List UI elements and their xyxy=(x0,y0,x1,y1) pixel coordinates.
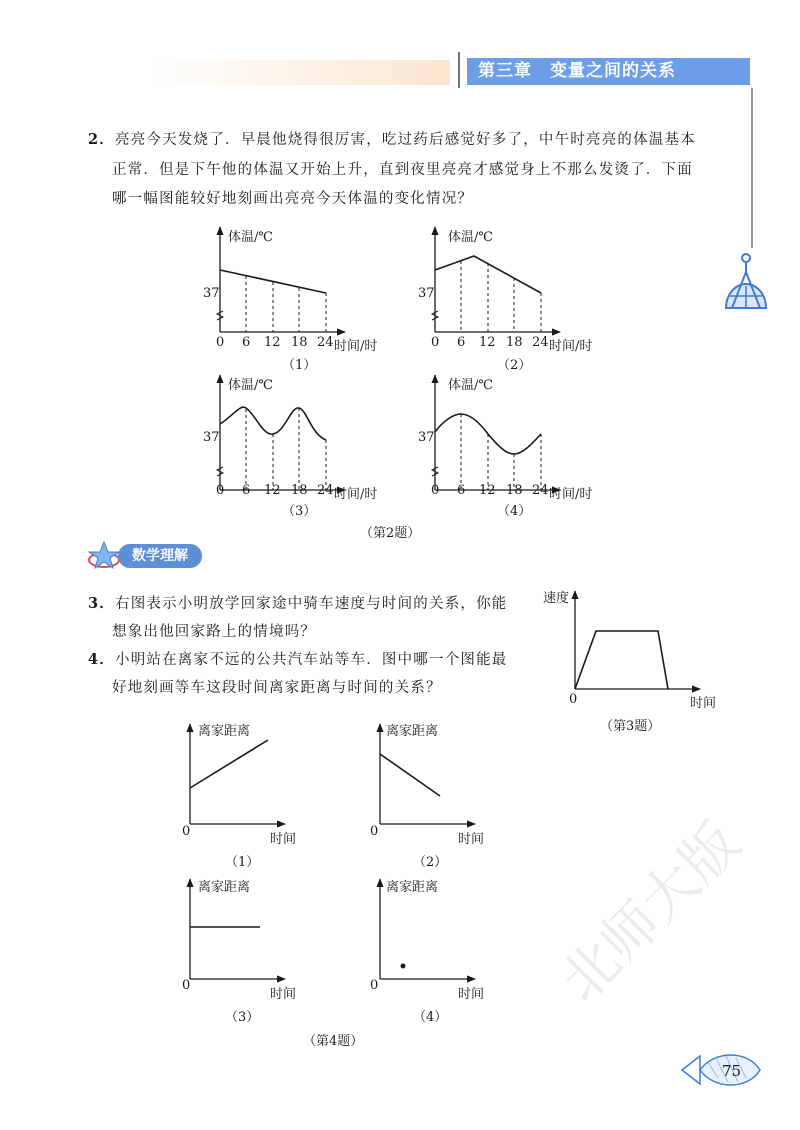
margin-rule xyxy=(751,88,753,248)
y-axis-label-1: 体温/℃ xyxy=(228,230,273,245)
problem-2-line-2: 正常．但是下午他的体温又开始上升，直到夜里亮亮才感觉身上不那么发烫了．下面 xyxy=(112,162,693,178)
distance-graph-2 xyxy=(380,724,475,824)
problem-3-text-1: 右图表示小明放学回家途中骑车速度与时间的关系，你能 xyxy=(115,596,508,612)
x-tick: 24 xyxy=(532,483,549,498)
distance-time-label-2: 时间 xyxy=(458,832,485,847)
problem-3-line-1 xyxy=(88,592,508,613)
distance-graph-label-1: （1） xyxy=(225,855,260,870)
distance-axis-label-4: 离家距离 xyxy=(386,880,439,895)
y-axis-label-4: 体温/℃ xyxy=(448,378,493,393)
problem-3-number: 3． xyxy=(88,595,115,612)
graph-label-3: （3） xyxy=(282,504,317,519)
x-tick: 24 xyxy=(532,335,549,350)
y-axis-label-2: 体温/℃ xyxy=(448,230,493,245)
x-tick: 6 xyxy=(242,483,251,498)
y-tick-37-3: 37 xyxy=(203,430,220,445)
distance-graph-1 xyxy=(190,724,285,824)
x-tick: 24 xyxy=(317,483,334,498)
y-tick-37-2: 37 xyxy=(418,286,435,301)
distance-axis-label-3: 离家距离 xyxy=(198,880,251,895)
x-tick: 18 xyxy=(506,483,523,498)
speed-origin: 0 xyxy=(569,692,578,707)
watermark: 北师大版 xyxy=(548,810,753,1015)
problem-4-line-2: 好地刻画等车这段时间离家距离与时间的关系？ xyxy=(112,680,442,696)
x-axis-label-4: 时间/时 xyxy=(549,487,593,502)
problem-2-line-3: 哪一幅图能较好地刻画出亮亮今天体温的变化情况？ xyxy=(112,191,474,207)
chapter-title: 第三章 变量之间的关系 xyxy=(478,61,676,81)
graph-label-4: （4） xyxy=(497,504,532,519)
page-number: 75 xyxy=(722,1062,742,1080)
problem-3-line-2: 想象出他回家路上的情境吗？ xyxy=(112,624,317,640)
x-tick: 12 xyxy=(479,335,496,350)
problem-2-number: 2． xyxy=(88,131,115,148)
problem-4-number: 4． xyxy=(88,651,115,668)
header-divider xyxy=(458,52,460,88)
x-tick: 0 xyxy=(431,335,440,350)
section-badge: 数学理解 xyxy=(118,544,202,568)
problem-2-text-1: 亮亮今天发烧了．早晨他烧得很厉害，吃过药后感觉好多了，中午时亮亮的体温基本 xyxy=(115,132,696,148)
header-gradient-bar xyxy=(150,60,450,85)
problem-2-caption: （第2题） xyxy=(360,526,421,541)
x-axis-label-1: 时间/时 xyxy=(334,339,378,354)
y-axis-label-3: 体温/℃ xyxy=(228,378,273,393)
x-tick: 12 xyxy=(264,335,281,350)
x-tick: 12 xyxy=(479,483,496,498)
distance-time-label-4: 时间 xyxy=(458,987,485,1002)
x-tick: 18 xyxy=(291,483,308,498)
fish-icon xyxy=(678,1048,764,1092)
distance-origin: 0 xyxy=(370,978,379,993)
compass-icon xyxy=(722,252,770,312)
problem-4-caption: （第4题） xyxy=(303,1034,364,1049)
distance-graph-label-4: （4） xyxy=(413,1010,448,1025)
distance-axis-label-1: 离家距离 xyxy=(198,724,251,739)
x-tick: 6 xyxy=(242,335,251,350)
speed-axis-label: 速度 xyxy=(543,591,570,606)
x-axis-label-3: 时间/时 xyxy=(334,487,378,502)
x-tick: 6 xyxy=(457,483,466,498)
x-tick: 24 xyxy=(317,335,334,350)
graph-label-1: （1） xyxy=(282,358,317,373)
distance-time-label-1: 时间 xyxy=(270,832,297,847)
distance-graph-label-3: （3） xyxy=(225,1010,260,1025)
x-axis-label-2: 时间/时 xyxy=(549,339,593,354)
y-tick-37-1: 37 xyxy=(203,286,220,301)
x-tick: 0 xyxy=(431,483,440,498)
x-tick: 18 xyxy=(506,335,523,350)
distance-axis-label-2: 离家距离 xyxy=(386,724,439,739)
x-tick: 6 xyxy=(457,335,466,350)
distance-graph-label-2: （2） xyxy=(413,855,448,870)
graph-label-2: （2） xyxy=(497,358,532,373)
y-tick-37-4: 37 xyxy=(418,430,435,445)
x-tick: 0 xyxy=(216,483,225,498)
x-tick: 12 xyxy=(264,483,281,498)
problem-2-line-1 xyxy=(88,128,696,149)
distance-time-label-3: 时间 xyxy=(270,987,297,1002)
speed-time-label: 时间 xyxy=(690,696,717,711)
x-tick: 18 xyxy=(291,335,308,350)
x-tick: 0 xyxy=(216,335,225,350)
problem-4-line-1 xyxy=(88,648,508,669)
distance-origin: 0 xyxy=(370,824,379,839)
problem-3-caption: （第3题） xyxy=(600,719,661,734)
distance-origin: 0 xyxy=(182,824,191,839)
problem-4-text-1: 小明站在离家不远的公共汽车站等车．图中哪一个图能最 xyxy=(115,652,508,668)
distance-origin: 0 xyxy=(182,978,191,993)
